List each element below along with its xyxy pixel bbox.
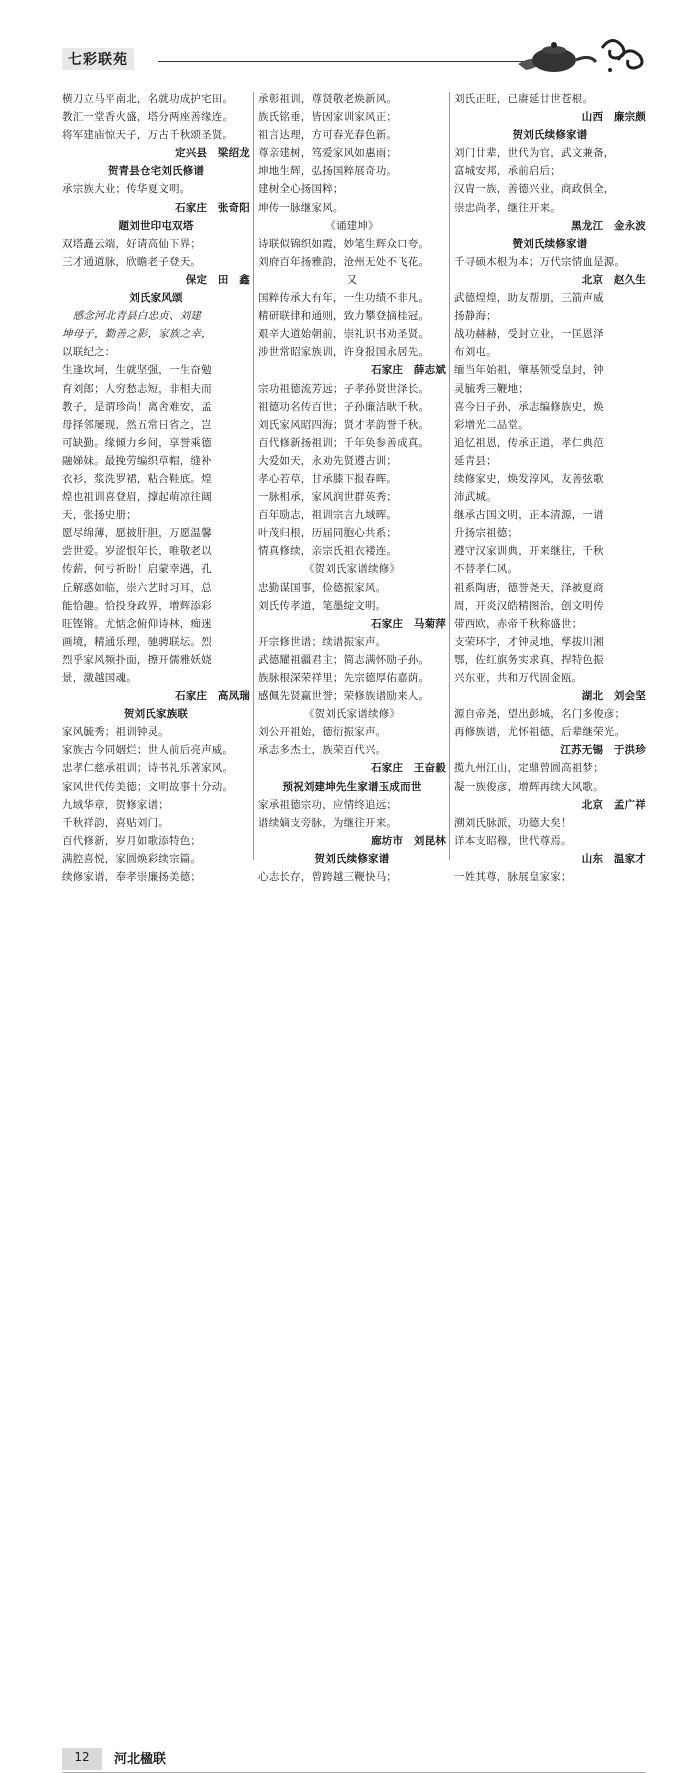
text-line: 画境，精通乐理，驰骋联坛。烈 (62, 635, 212, 648)
text-line: 家风世代传美德；文明故事十分动。 (62, 780, 234, 793)
text-line: 孝心若草，甘承膝下报春晖。 (258, 472, 398, 485)
text-line: 横刀立马平南北，名就功成护宅田。 (62, 93, 234, 105)
text-line: 喜今日子孙，承志编修族史，焕 (454, 400, 604, 413)
text-line: 兴东亚，共和万代固金瓯。 (454, 672, 583, 684)
text-line: 百代修新，岁月如歌添特色； (62, 834, 202, 847)
text-line: 能恰趣。恰投身政界，增辉添彩 (62, 599, 212, 612)
text-line: 忠勤谋国事，俭德振家风。 (258, 581, 387, 594)
magazine-title: 河北楹联 (114, 1752, 167, 1767)
text-line: 续修家史，焕发淳风，友善弦歌 (454, 472, 604, 485)
text-line: 刘氏家风昭四海；贤才孝韵誉千秋。 (258, 418, 430, 431)
text-line: 三才通道脉，欣瞻老子登天。 (62, 255, 202, 268)
text-line: 灵毓秀三鞭地； (454, 382, 529, 395)
poem-title: 《贺刘氏家谱续修》 (303, 708, 401, 721)
text-line: 刘氏正旺，已赓延廿世苍根。 (454, 93, 594, 105)
text-line: 溯刘氏脉派，功德大矣！ (454, 816, 572, 829)
text-line: 育刘郎；人穷愁志短，非相夫而 (62, 382, 212, 395)
text-column-1 (62, 90, 250, 886)
text-line: 继承古国文明，正本清源，一谱 (454, 509, 604, 522)
text-line: 烈乎家风频扑面，擦开儒雅妖娆 (62, 653, 212, 666)
text-line: 承彰祖训，尊贤敬老焕新风。 (258, 93, 398, 105)
text-line: 扬静海； (454, 310, 497, 323)
text-line: 心志长存，曾跨越三鞭快马； (258, 871, 398, 884)
couplet-title: 刘氏家风颂 (129, 292, 183, 305)
author-line: 山西 廉宗颇 (581, 111, 646, 124)
text-line: 祖系陶唐，德誉尧天，泽被夏商 (454, 581, 604, 594)
text-line: 战功赫赫，受封立业，一匡恩泽 (454, 328, 604, 341)
text-line: 升扬宗祖德； (454, 527, 519, 540)
author-line: 石家庄 薛志斌 (371, 364, 446, 377)
author-line: 江苏无锡 于洪珍 (560, 744, 646, 757)
text-line: 不替孝仁风。 (454, 563, 519, 576)
text-line: 崇忠尚孝，继往开来。 (454, 201, 561, 214)
author-line: 廊坊市 刘昆林 (371, 834, 446, 847)
column-divider (449, 92, 450, 860)
text-line: 满腔喜悦，家圆焕彩续宗篇。 (62, 852, 202, 865)
text-line: 可缺勤。缘倾力乡间，享誉乘德 (62, 436, 212, 449)
text-line: 祖德功名传百世；子孙廉洁耿千秋。 (258, 400, 430, 413)
text-line: 刘氏传孝道，笔墨绽文明。 (258, 599, 387, 612)
author-line: 黑龙江 金永波 (571, 219, 646, 232)
couplet-title: 贺刘氏续修家谱 (314, 852, 390, 865)
author-line: 石家庄 高凤瑞 (175, 690, 250, 703)
text-line: 以联纪之： (62, 346, 116, 359)
text-line: 愿尽绵薄，愿披肝胆，万愿温馨 (62, 527, 212, 540)
author-line: 定兴县 梁绍龙 (175, 147, 250, 160)
couplet-title: 题刘世印屯双塔 (118, 219, 194, 232)
text-line: 周，开炎汉皓精图治，创文明传 (454, 599, 604, 612)
text-line: 富城安邦，承前启后； (454, 165, 561, 178)
text-line: 教子，是谓珍尚！离舍难安，孟 (62, 400, 212, 413)
text-line: 续修家谱，奉孝崇廉扬美德； (62, 871, 202, 884)
poem-title: 《贺刘氏家谱续修》 (303, 563, 401, 576)
text-line: 母择邻屡现，然五常日省之，岂 (62, 418, 212, 431)
text-line: 旺铿锵。尤惦念俯仰诗林，痴迷 (62, 617, 212, 630)
couplet-title: 赞刘氏续修家谱 (512, 237, 588, 250)
text-line: 刘府百年扬雅韵，沧州无处不飞花。 (258, 255, 430, 268)
text-line: 双塔矗云端，好请高仙下界； (62, 237, 202, 250)
text-line: 忠孝仁慈承祖训；诗书礼乐著家风。 (62, 762, 234, 775)
text-line: 建树全心扬国粹； (258, 183, 344, 196)
author-line: 北京 赵久生 (581, 273, 646, 286)
text-line: 家承祖德宗功，应情终追远； (258, 798, 398, 811)
text-line: 家族古今同姻烂；世人前后亮声威。 (62, 744, 234, 757)
text-line: 丘解惑如临，崇六艺时习耳，总 (62, 581, 212, 594)
couplet-title: 贺青县仓宅刘氏修谱 (107, 165, 205, 178)
text-line: 诗联似锦织如霞，妙笔生辉众口夸。 (258, 237, 430, 250)
text-line: 祖言达理，方可春光春色新。 (258, 129, 398, 142)
text-line: 刘公开祖始，德衍振家声。 (258, 726, 387, 739)
poem-title: 又 (346, 273, 358, 286)
text-line: 传薪，何亏祈盼！启蒙幸遇，孔 (62, 563, 212, 576)
preface-line: 坤母子，勤善之影，家族之幸， (62, 328, 212, 341)
section-title: 七彩联苑 (62, 48, 134, 70)
text-line: 宗功祖德流芳远；子孝孙贤世泽长。 (258, 382, 430, 395)
text-column-2 (258, 90, 446, 886)
text-line: 千寻硕木根为本；万代宗情血是源。 (454, 255, 626, 268)
text-line: 艰辛大道始朝前，崇礼识书劝圣贤。 (258, 328, 430, 341)
text-line: 九域华章，贺修家谱； (62, 798, 169, 811)
text-line: 感佩先贤赢世誉；荣修族谱励来人。 (258, 690, 430, 703)
text-line: 族氏铭垂，皆因家训家风正； (258, 111, 398, 124)
text-line: 支荣环宇，才钟灵地，孳拔川湘 (454, 635, 604, 648)
text-line: 武德耀祖疆君主；简志满怀励子孙。 (258, 653, 430, 666)
text-line: 揽九州江山，定鼎曾圆高祖梦； (454, 762, 604, 775)
text-line: 煌也祖训喜登眉，撑起萌凉往阔 (62, 491, 212, 504)
author-line: 石家庄 王奋毅 (371, 762, 446, 775)
text-line: 景，激越国魂。 (62, 672, 137, 684)
author-line: 石家庄 张奇阳 (175, 201, 250, 214)
text-line: 千秋祥韵，喜贴刘门。 (62, 816, 169, 829)
text-line: 坤传一脉继家风。 (258, 201, 344, 214)
text-line: 开宗修世谱；续谱振家声。 (258, 635, 387, 648)
text-line: 百代修新扬祖训；千年奂参善成真。 (258, 436, 430, 449)
text-line: 承志多杰士，族荣百代兴。 (258, 744, 387, 757)
text-line: 教汇一堂香火盛，塔分两座善缘连。 (62, 111, 234, 124)
author-line: 石家庄 马菊萍 (371, 617, 446, 630)
author-line: 保定 田 鑫 (185, 273, 250, 286)
text-line: 追忆祖恩，传承正道，孝仁典范 (454, 436, 604, 449)
text-line: 情真修续，亲宗氏祖衣褛连。 (258, 545, 398, 558)
text-line: 一姓其尊，脉展皇家家； (454, 871, 572, 884)
text-line: 融娣妹。最挽劳编织草帽，缝补 (62, 454, 212, 467)
text-line: 鄂，佐红旗务实求真，捍特色振 (454, 653, 604, 666)
couplet-title: 预祝刘建坤先生家谱玉成而世 (282, 780, 422, 793)
text-line: 承宗族大业；传华夏文明。 (62, 183, 191, 196)
text-line: 衣衫，浆洗罗裙，粘合鞋底。煌 (62, 472, 212, 485)
text-line: 涉世常昭家族训，许身报国永居先。 (258, 346, 430, 359)
text-column-3 (454, 90, 646, 886)
author-line: 北京 孟广祥 (581, 798, 646, 811)
preface-line: 感念河北青县白忠贞、刘建 (62, 310, 202, 323)
author-line: 湖北 刘会坚 (581, 690, 646, 703)
text-line: 坤地生辉，弘扬国粹展奇功。 (258, 165, 398, 178)
page-header (0, 0, 690, 80)
text-line: 详本支昭穆，世代尊焉。 (454, 834, 572, 847)
text-line: 带西欧，赤帝千秋称盛世； (454, 617, 583, 630)
text-line: 彩增光二品堂。 (454, 418, 529, 431)
text-line: 叶茂归根，历届同胞心共系； (258, 527, 398, 540)
text-line: 刘门廿辈，世代为官，武文兼备， (454, 147, 615, 160)
text-line: 生逢坎坷，生就坚强，一生奋勉 (62, 364, 212, 377)
teapot-swirl-ornament-icon (510, 20, 650, 80)
text-line: 尊亲建树，笃爱家风如惠雨； (258, 147, 398, 160)
text-line: 精研联律和通则，致力攀登摘桂冠。 (258, 310, 430, 323)
text-line: 缅当年始祖，肇基领受皇封，钟 (454, 364, 604, 377)
column-divider (253, 92, 254, 860)
text-line: 大爱如天，永劝先贤遵古训； (258, 454, 398, 467)
text-line: 百年励志，祖训宗言九域晖。 (258, 509, 398, 522)
text-line: 武德煌煌，助友帮朋，三箭声威 (454, 292, 604, 305)
text-line: 天，张扬史册； (62, 509, 137, 522)
text-line: 一脉相承，家风润世群英秀； (258, 491, 398, 504)
text-line: 尝世爱。岁涩恨年长，唯敬老以 (62, 545, 212, 558)
text-line: 族脉根深荣祥里；先宗德厚佑嘉荫。 (258, 672, 430, 684)
text-line: 源自帝尧，望出彭城，名门多俊彦； (454, 708, 626, 721)
header-rule (158, 61, 525, 62)
page-footer (0, 870, 690, 1767)
text-line: 凝一族俊彦，增辉再续大风歌。 (454, 780, 604, 793)
text-line: 延青县； (454, 454, 497, 467)
text-line: 遵守汉家训典，开来继往，千秋 (454, 545, 604, 558)
text-line: 国粹传承大有年，一生功绩不非凡。 (258, 292, 430, 305)
couplet-title: 贺刘氏续修家谱 (512, 129, 588, 142)
text-line: 汉胄一族，善德兴业，商政俱全， (454, 183, 615, 196)
couplet-title: 贺刘氏家族联 (123, 708, 189, 721)
text-line: 谱续嫡支旁脉，为继往开来。 (258, 816, 398, 829)
text-line: 布刘屯。 (454, 346, 497, 359)
poem-title: 《诵建坤》 (325, 219, 379, 232)
text-line: 再修族谱，尤怀祖德，后辈继荣光。 (454, 726, 626, 739)
author-line: 山东 温家才 (581, 852, 646, 865)
text-line: 将军建庙惊天子，万古千秋颂圣贤。 (62, 129, 234, 142)
text-line: 家风毓秀；祖训钟灵。 (62, 726, 169, 739)
text-line: 沛武城。 (454, 491, 497, 504)
page-number: 12 (74, 1750, 90, 1764)
